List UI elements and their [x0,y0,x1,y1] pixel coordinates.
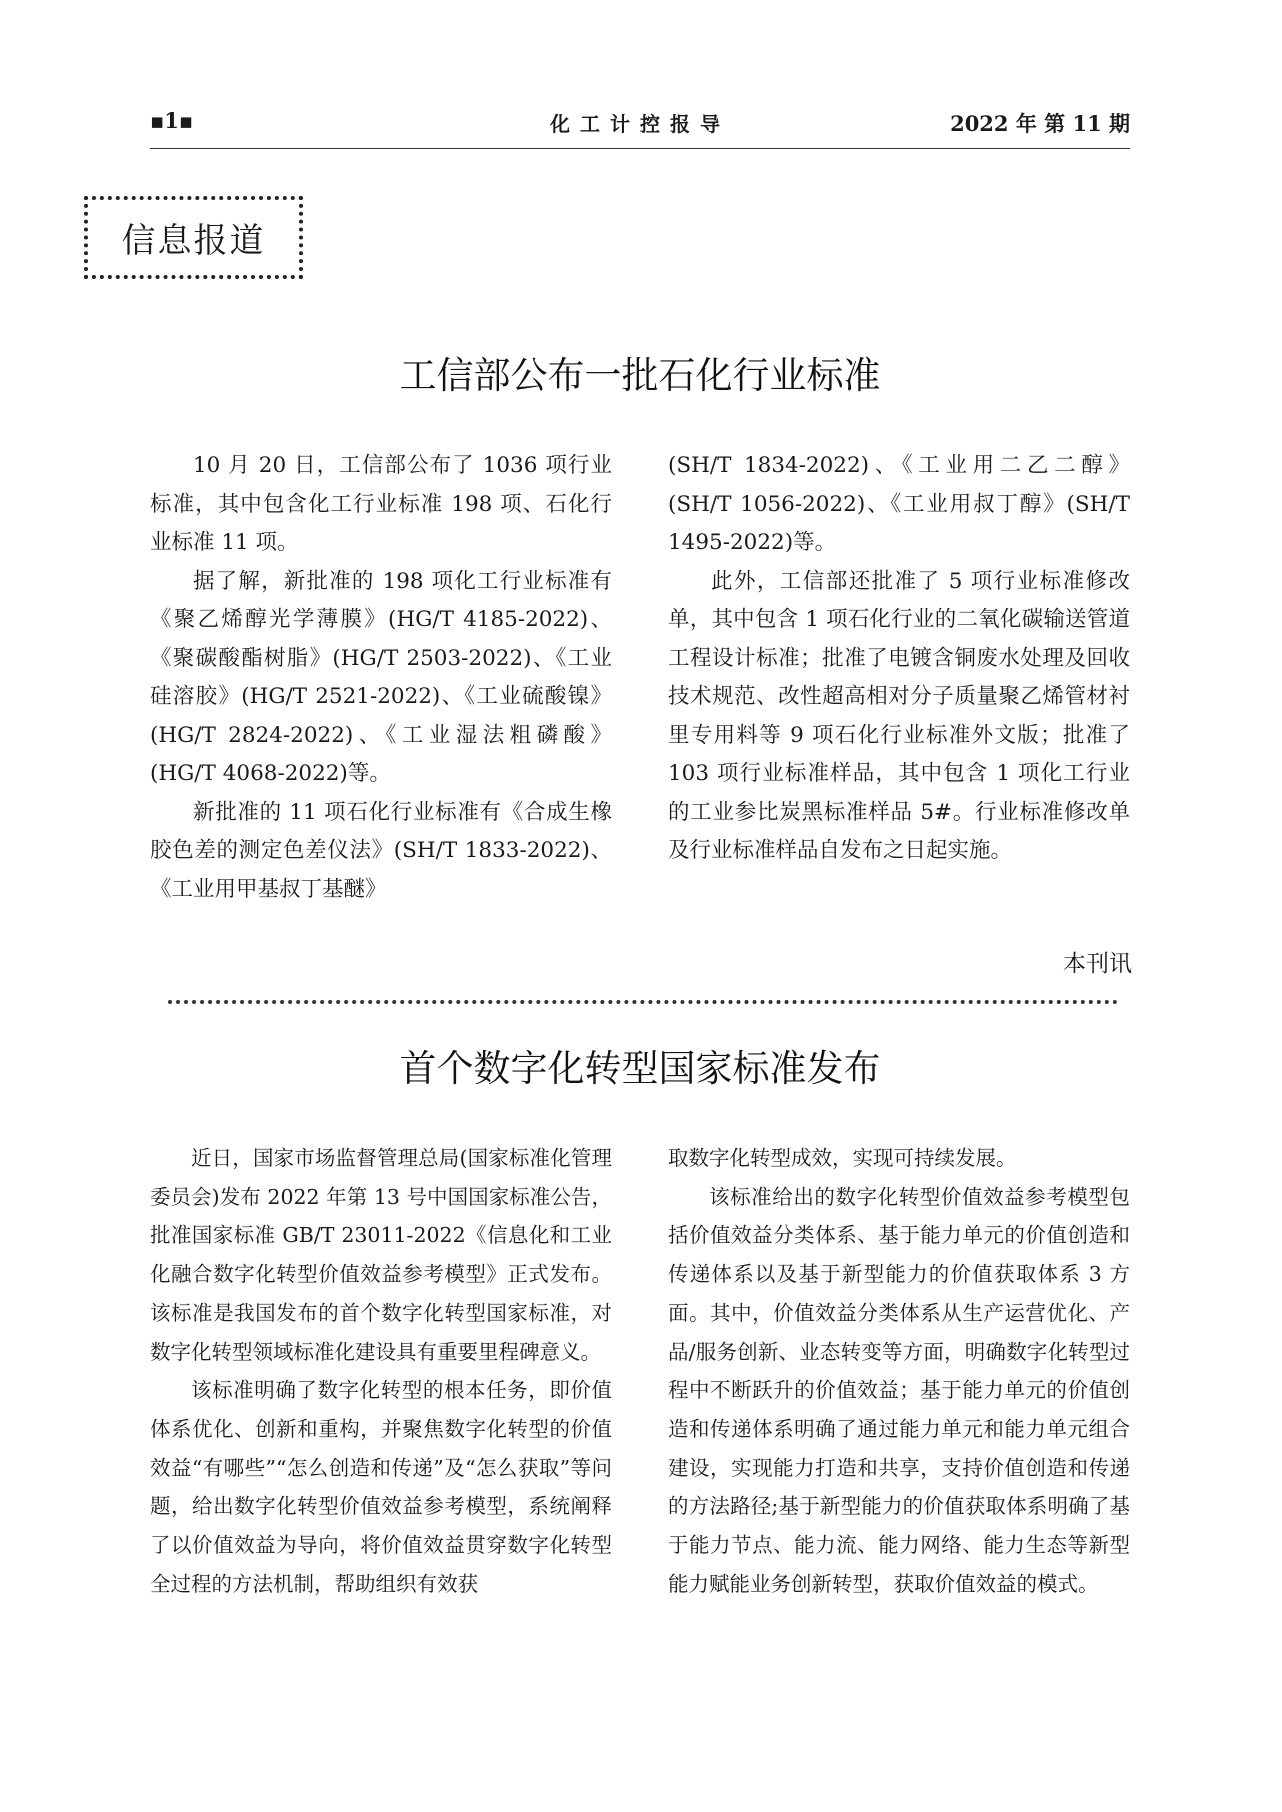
article-1-right-column [668,447,1130,871]
paragraph: 近日，国家市场监督管理总局(国家标准化管理委员会)发布 2022 年第 13 号中国国家标准公告，批准国家标准 GB/T 23011-2022《信息化和工业化融合数字化转型价值效益参考模型》正式发布。该标准是我国发布的首个数字化转型国家标准，对数字化转型领域标准化建设具有重要里程碑意义。 [150,1146,612,1364]
running-header [150,108,1130,149]
article-1-title: 工信部公布一批石化行业标准 [399,354,881,397]
section-label-box [84,196,303,279]
paragraph: 新批准的 11 项石化行业标准有《合成生橡胶色差的测定色差仪法》(SH/T 1833-2022)、《工业用甲基叔丁基醚》 [150,799,612,902]
paragraph: 10 月 20 日，工信部公布了 1036 项行业标准，其中包含化工行业标准 198 项、石化行业标准 11 项。 [150,453,612,555]
paragraph: 据了解，新批准的 198 项化工行业标准有《聚乙烯醇光学薄膜》(HG/T 4185-2022)、《聚碳酸酯树脂》(HG/T 2503-2022)、《工业硅溶胶》(HG/T 2521-2022)、《工业硫酸镍》(HG/T 2824-2022)、《工业湿法粗磷酸》(HG/T 4068-2022)等。 [150,568,612,786]
paragraph: 该标准明确了数字化转型的根本任务，即价值体系优化、创新和重构，并聚焦数字化转型的价值效益“有哪些”“怎么创造和传递”及“怎么获取”等问题，给出数字化转型价值效益参考模型，系统阐释了以价值效益为导向，将价值效益贯穿数字化转型全过程的方法机制，帮助组织有效获 [150,1378,612,1596]
issue-number: 2022 年 第 11 期 [950,111,1130,136]
article-2-left-column [150,1139,612,1603]
paragraph: 此外，工信部还批准了 5 项行业标准修改单，其中包含 1 项石化行业的二氧化碳输送管道工程设计标准；批准了电镀含铜废水处理及回收技术规范、改性超高相对分子质量聚乙烯管材衬里专用料等 9 项石化行业标准外文版；批准了 103 项行业标准样品，其中包含 1 项化工行业的工业参比炭黑标准样品 5#。行业标准修改单及行业标准样品自发布之日起实施。 [668,568,1130,863]
article-2-title: 首个数字化转型国家标准发布 [399,1047,881,1090]
article-separator [168,1000,1118,1004]
article-1-source: 本刊讯 [1063,951,1132,977]
paragraph: 该标准给出的数字化转型价值效益参考模型包括价值效益分类体系、基于能力单元的价值创造和传递体系以及基于新型能力的价值获取体系 3 方面。其中，价值效益分类体系从生产运营优化、产品/服务创新、业态转变等方面，明确数字化转型过程中不断跃升的价值效益；基于能力单元的价值创造和传递体系明确了通过能力单元和能力单元组合建设，实现能力打造和共享，支持价值创造和传递的方法路径;基于新型能力的价值获取体系明确了基于能力节点、能力流、能力网络、能力生态等新型能力赋能业务创新转型，获取价值效益的模式。 [668,1184,1130,1596]
section-label: 信息报道 [121,221,266,261]
paragraph-continuation: 取数字化转型成效，实现可持续发展。 [668,1146,1017,1170]
journal-name: 化工计控报导 [550,112,730,136]
article-2-right-column [668,1139,1130,1603]
article-1-left-column [150,447,612,909]
paragraph-continuation: (SH/T 1834-2022)、《工业用二乙二醇》(SH/T 1056-2022)、《工业用叔丁醇》(SH/T 1495-2022)等。 [668,453,1130,555]
page-number: ▪1▪ [150,108,194,133]
